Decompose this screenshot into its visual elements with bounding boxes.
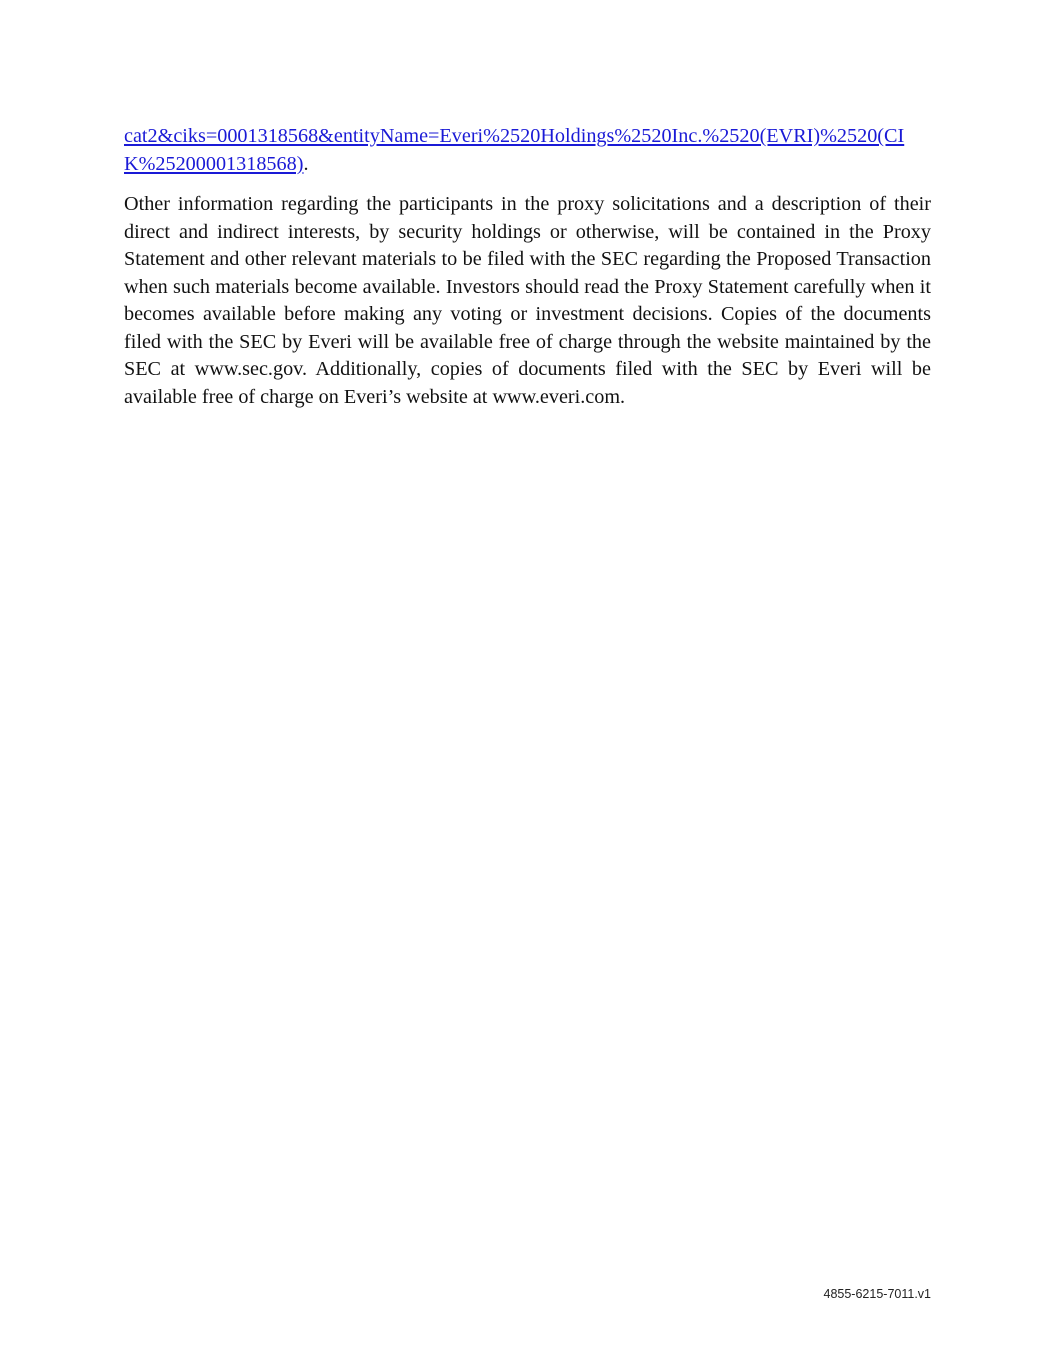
sec-link-paragraph: [124, 123, 931, 178]
sec-link-line-2[interactable]: K%25200001318568): [124, 152, 304, 175]
document-body: [124, 123, 931, 411]
sec-filing-link[interactable]: [124, 125, 904, 175]
participants-paragraph: Other information regarding the participants in the proxy solicitations and a description of their direct and indirect interests, by security holdings or otherwise, will be contained in the Proxy Statement and other relevant materials to be filed with the SEC regarding the Proposed Transaction when such materials become available. Investors should read the Proxy Statement carefully when it becomes available before making any voting or investment decisions. Copies of the documents filed with the SEC by Everi will be available free of charge through the website maintained by the SEC at www.sec.gov. Additionally, copies of documents filed with the SEC by Everi will be available free of charge on Everi’s website at www.everi.com.: [124, 193, 931, 408]
sec-link-line-1[interactable]: cat2&ciks=0001318568&entityName=Everi%2520Holdings%2520Inc.%2520(EVRI)%2520(CI: [124, 125, 905, 147]
document-id-footer: 4855-6215-7011.v1: [823, 1287, 931, 1301]
link-trailing-period: .: [303, 152, 309, 175]
